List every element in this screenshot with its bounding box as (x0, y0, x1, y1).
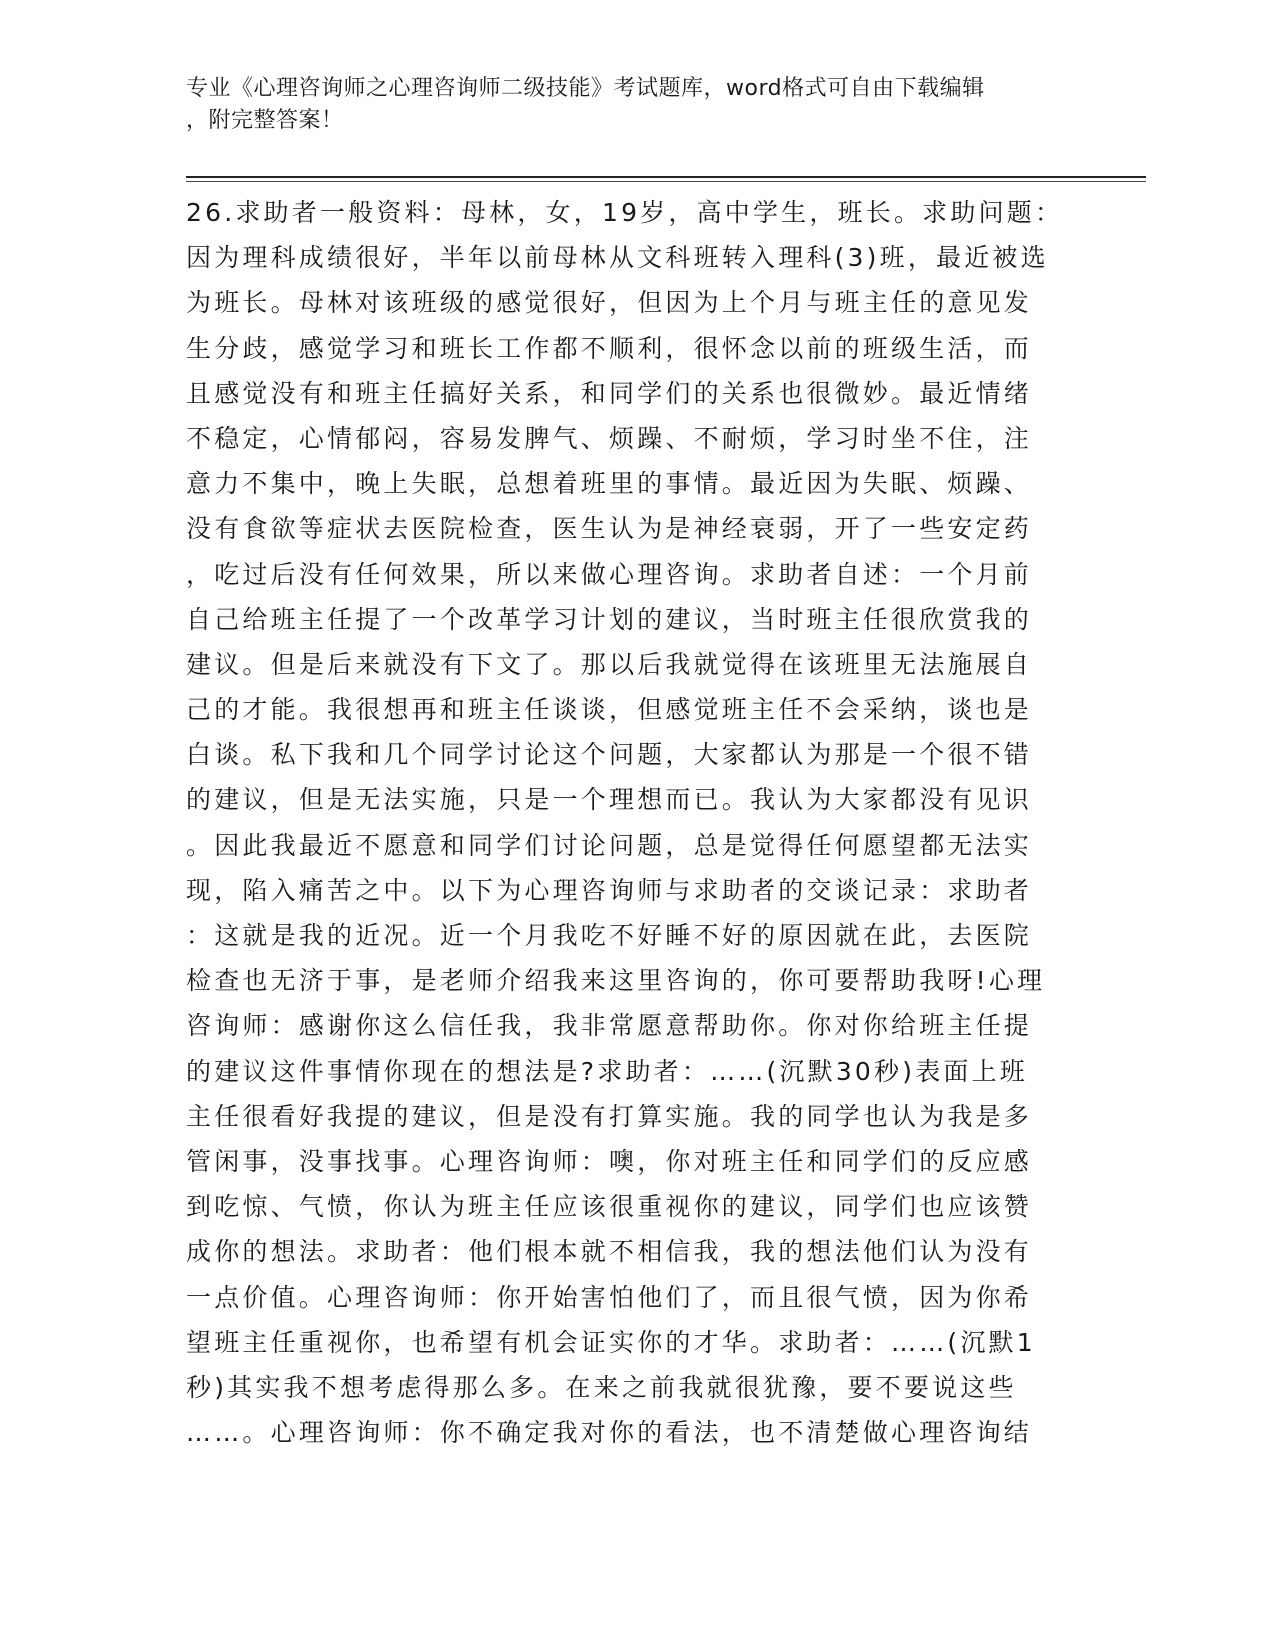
body-line: 秒)其实我不想考虑得那么多。在来之前我就很犹豫，要不要说这些 (186, 1372, 1017, 1402)
body-line: 一点价值。心理咨询师：你开始害怕他们了，而且很气愤，因为你希 (186, 1282, 1033, 1312)
body-line: ……。心理咨询师：你不确定我对你的看法，也不清楚做心理咨询结 (186, 1418, 1033, 1448)
body-line: 不稳定，心情郁闷，容易发脾气、烦躁、不耐烦，学习时坐不住，注 (186, 423, 1033, 453)
body-line: 到吃惊、气愤，你认为班主任应该很重视你的建议，同学们也应该赞 (186, 1192, 1033, 1222)
body-line: 主任很看好我提的建议，但是没有打算实施。我的同学也认为我是多 (186, 1101, 1033, 1131)
body-line: 咨询师：感谢你这么信任我，我非常愿意帮助你。你对你给班主任提 (186, 1011, 1033, 1041)
body-line: 因为理科成绩很好，半年以前母林从文科班转入理科(3)班，最近被选 (186, 243, 1049, 273)
body-line: 。因此我最近不愿意和同学们讨论问题，总是觉得任何愿望都无法实 (186, 830, 1033, 860)
page-header (186, 73, 1066, 137)
body-line: 为班长。母林对该班级的感觉很好，但因为上个月与班主任的意见发 (186, 288, 1033, 318)
body-line: 己的才能。我很想再和班主任谈谈，但感觉班主任不会采纳，谈也是 (186, 695, 1033, 725)
body-line: 且感觉没有和班主任搞好关系，和同学们的关系也很微妙。最近情绪 (186, 378, 1033, 408)
body-line: 建议。但是后来就没有下文了。那以后我就觉得在该班里无法施展自 (186, 649, 1033, 679)
body-line: 现，陷入痛苦之中。以下为心理咨询师与求助者的交谈记录：求助者 (186, 875, 1033, 905)
body-line: 生分歧，感觉学习和班长工作都不顺利，很怀念以前的班级生活，而 (186, 333, 1033, 363)
body-line: 的建议这件事情你现在的想法是?求助者：……(沉默30秒)表面上班 (186, 1056, 1028, 1086)
header-line: ，附完整答案！ (186, 108, 344, 133)
header-divider-thin (186, 181, 1146, 182)
body-line: ：这就是我的近况。近一个月我吃不好睡不好的原因就在此，去医院 (186, 921, 1033, 950)
body-line: 成你的想法。求助者：他们根本就不相信我，我的想法他们认为没有 (186, 1237, 1033, 1267)
body-line: 意力不集中，晚上失眠，总想着班里的事情。最近因为失眠、烦躁、 (186, 469, 1033, 499)
body-line: 的建议，但是无法实施，只是一个理想而已。我认为大家都没有见识 (186, 785, 1033, 815)
question-body (186, 190, 1086, 1455)
body-line: 检查也无济于事，是老师介绍我来这里咨询的，你可要帮助我呀!心理 (186, 966, 1046, 996)
body-line: 没有食欲等症状去医院检查，医生认为是神经衰弱，开了一些安定药 (186, 514, 1033, 544)
body-line: 自己给班主任提了一个改革学习计划的建议，当时班主任很欣赏我的 (186, 604, 1033, 634)
body-line: 管闲事，没事找事。心理咨询师：噢，你对班主任和同学们的反应感 (186, 1146, 1033, 1176)
body-line: 望班主任重视你，也希望有机会证实你的才华。求助者：……(沉默1 (186, 1327, 1036, 1357)
header-divider-thick (186, 176, 1146, 178)
body-line: ，吃过后没有任何效果，所以来做心理咨询。求助者自述：一个月前 (186, 559, 1033, 589)
body-line: 26.求助者一般资料：母林，女，19岁，高中学生，班长。求助问题： (186, 198, 1064, 227)
body-line: 白谈。私下我和几个同学讨论这个问题，大家都认为那是一个很不错 (186, 740, 1033, 770)
header-line: 专业《心理咨询师之心理咨询师二级技能》考试题库，word格式可自由下载编辑 (186, 76, 985, 101)
